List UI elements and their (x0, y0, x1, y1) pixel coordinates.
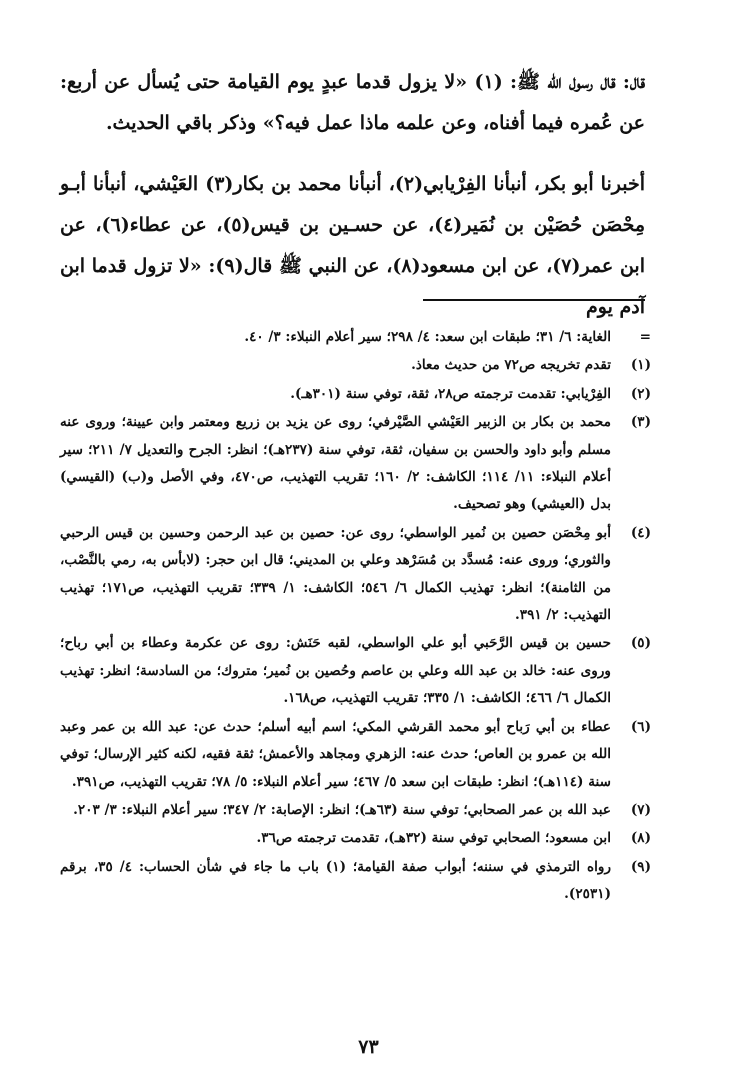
footnote-9 (60, 854, 651, 909)
footnote-number: (٨) (630, 830, 651, 847)
footnote-text: محمد بن بكار بن الزبير العَيْشي الصَّيْرفي؛ روى عن يزيد بن زريع ومعتمر وابن عيينة؛ وروى عنه مسلم وأبو داود والحسن بن سفيان، ثقة، توفي سنة (٢٣٧هـ)؛ انظر: الجرح والتعديل ٧/ ٢١١؛ سير أعلام النبلاء: ١١/ ١١٤؛ الكاشف: ٢/ ١٦٠؛ تقريب التهذيب، ص٤٧٠، وفي الأصل و(ب) (القيسي) بدل (العيشي) وهو تصحيف. (60, 414, 612, 513)
footnote-5 (60, 630, 651, 712)
main-paragraph: قال: قال رسول الله ﷺ: (١) «لا يزول قدما عبدٍ يوم القيامة حتى يُسأل عن أربع: عن عُمره فيما أفناه، وعن علمه ماذا عمل فيه؟» وذكر باقي الحديث. (60, 71, 645, 134)
main-text (60, 62, 645, 328)
footnote-3 (60, 409, 651, 519)
footnote-number: (٤) (630, 524, 651, 541)
footnote-text: الغاية: ٦/ ٣١؛ طبقات ابن سعد: ٤/ ٢٩٨؛ سير أعلام النبلاء: ٣/ ٤٠. (244, 329, 611, 345)
footnote-8 (60, 825, 651, 852)
footnote-number: (٣) (630, 414, 651, 431)
footnote-6 (60, 714, 651, 796)
main-paragraph: أخبرنا أبو بكر، أنبأنا الفِرْيابي(٢)، أنبأنا محمد بن بكار(٣) العَيْشي، أنبأنا أبـو مِحْصَن حُصَيْن بن نُمَير(٤)، عن حسـين بن قيس(٥)، عن عطاء(٦)، عن ابن عمر(٧)، عن ابن مسعود(٨)، عن النبي ﷺ قال(٩): «لا تزول قدما ابن آدم يوم (60, 173, 646, 318)
footnote-1 (60, 352, 651, 379)
footnote-separator (423, 299, 645, 301)
footnote-text: ابن مسعود؛ الصحابي توفي سنة (٣٢هـ)، تقدمت ترجمته ص٣٦. (256, 830, 611, 847)
footnotes (60, 324, 651, 909)
footnote-number: (١) (630, 357, 651, 374)
footnote-text: تقدم تخريجه ص٧٢ من حديث معاذ. (411, 357, 611, 374)
footnote-number: (٥) (630, 635, 651, 652)
footnote-text: عبد الله بن عمر الصحابي؛ توفي سنة (٦٣هـ)؛ انظر: الإصابة: ٢/ ٣٤٧؛ سير أعلام النبلاء: ٣/ ٢٠٣. (73, 801, 611, 818)
footnote-number: (٧) (630, 801, 651, 818)
footnote-text: حسين بن قيس الرَّحَبي أبو علي الواسطي، لقبه حَنَش: روى عن عكرمة وعطاء بن أبي رباح؛ وروى عنه: خالد بن عبد الله وعلي بن عاصم وحُصين بن نُمير؛ متروك؛ من السادسة؛ انظر: تهذيب الكمال ٦/ ٤٦٦؛ الكاشف: ١/ ٣٣٥؛ تقريب التهذيب، ص١٦٨. (60, 635, 611, 707)
footnote-text: أبو مِحْصَن حصين بن نُمير الواسطي؛ روى عن: حصين بن عبد الرحمن وحسين بن قيس الرحبي والثوري؛ وروى عنه: مُسدَّد بن مُسَرْهد وعلي بن المديني؛ قال ابن حجر: (لابأس به، رمي بالنَّصْب، من الثامنة)؛ انظر: تهذيب الكمال ٦/ ٥٤٦؛ الكاشف: ١/ ٣٣٩؛ تقريب التهذيب، ص١٧١؛ تهذيب التهذيب: ٢/ ٣٩١. (60, 524, 612, 624)
footnote-number: (٩) (630, 858, 651, 875)
footnote-number: (٢) (630, 385, 651, 402)
footnote-text: رواه الترمذي في سننه؛ أبواب صفة القيامة؛ (١) باب ما جاء في شأن الحساب: ٤/ ٣٥، برقم (٢٥٣١). (60, 858, 612, 903)
footnote-7 (60, 797, 651, 824)
footnote-4 (60, 520, 651, 630)
footnote-number: = (639, 329, 651, 345)
page-number: ٧٣ (358, 1036, 379, 1058)
footnote-continuation (60, 324, 651, 351)
footnote-text: عطاء بن أبي رَباح أبو محمد القرشي المكي؛ اسم أبيه أسلم؛ حدث عن: عبد الله بن عمر وعبد الله بن عمرو بن العاص؛ حدث عنه: الزهري ومجاهد والأعمش؛ ثقة فقيه، لكنه كثير الإرسال؛ توفي سنة (١١٤هـ)؛ انظر: طبقات ابن سعد ٥/ ٤٦٧؛ سير أعلام النبلاء: ٥/ ٧٨؛ تقريب التهذيب، ص٣٩١. (60, 718, 611, 790)
footnote-text: الفِرْيابي: تقدمت ترجمته ص٢٨، ثقة، توفي سنة (٣٠١هـ). (290, 385, 611, 402)
footnote-2 (60, 381, 651, 408)
footnote-number: (٦) (630, 718, 651, 735)
